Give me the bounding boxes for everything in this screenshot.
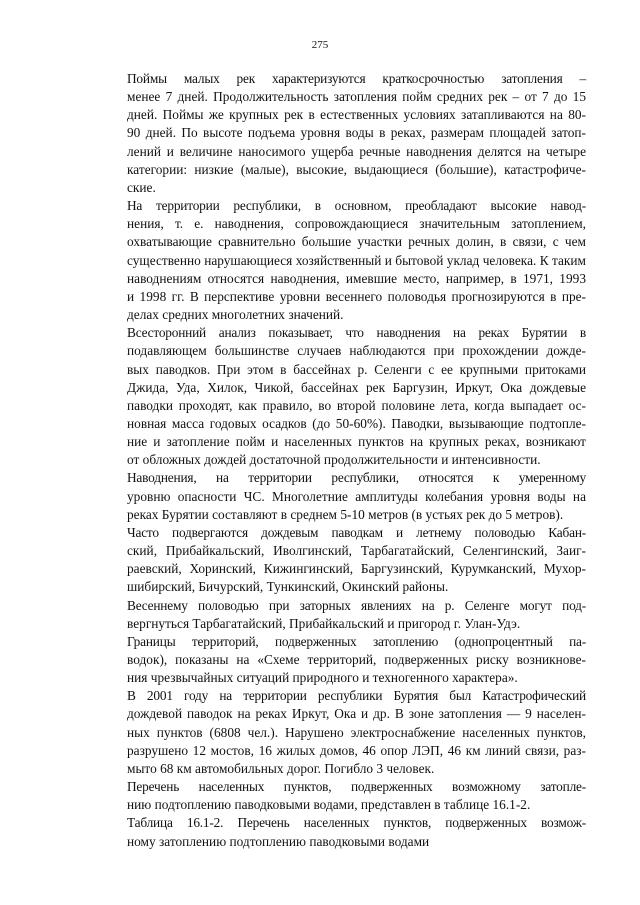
text-line: делах средних многолетних значений. [127,307,344,323]
text-line: ния чрезвычайных ситуаций природного и техногенного характера». [127,670,518,686]
paragraph [90,70,586,197]
text-line: реках Бурятии составляют в среднем 5-10 метров (в устьях рек до 5 метров). [127,506,564,522]
text-line: ский, Прибайкальский, Иволгинский, Тарбагатайский, Селенгинский, Заиг- [127,543,586,559]
paragraph [90,687,586,778]
text-line: вергнуться Тарбагатайский, Прибайкальский и пригород г. Улан-Удэ. [127,615,521,631]
paragraph [90,633,586,687]
document-body [90,70,586,851]
text-line: паводки проходят, как правило, во второй половине лета, когда выпадает ос- [127,397,586,413]
text-line: раевский, Хоринский, Кижингинский, Баргузинский, Курумканский, Мухор- [127,561,586,577]
text-line: нию подтоплению паводковыми водами, представлен в таблице 16.1-2. [127,797,531,813]
text-line: разрушено 12 мостов, 16 жилых домов, 46 опор ЛЭП, 46 км линий связи, раз- [127,742,586,758]
text-line: подавляющем большинстве случаев наблюдаются при прохождении дожде- [127,343,586,359]
page-number: 275 [311,39,329,51]
paragraph [90,597,586,633]
text-line: новная масса годовых осадков (до 50-60%). Паводки, вызывающие подтопле- [127,415,586,431]
text-line: от обложных дождей достаточной продолжительности и интенсивности. [127,452,541,468]
text-line: Перечень населенных пунктов, подверженных возможному затопле- [127,779,586,795]
paragraph [90,324,586,469]
text-line: ному затоплению подтоплению паводковыми водами [127,833,430,849]
text-line: водок), показаны на «Схеме территорий, подверженных риску возникнове- [127,652,586,667]
text-line: Таблица 16.1-2. Перечень населенных пунктов, подверженных возмож- [127,815,586,831]
text-line: нения, т. е. наводнения, сопровождающиеся значительным затоплением, [127,216,586,232]
text-line: мыто 68 км автомобильных дорог. Погибло 3 человек. [127,760,435,776]
paragraph [90,778,586,814]
paragraph [90,197,586,324]
text-line: Джида, Уда, Хилок, Чикой, бассейнах рек Баргузин, Иркут, Ока дождевые [127,379,586,395]
text-line: лений и величине наносимого ущерба речные наводнения делятся на четыре [127,143,586,159]
text-line: Поймы малых рек характеризуются краткосрочностью затопления – [127,71,586,86]
text-line: охватывающие сравнительно большие участки речных долин, в связи, с чем [127,234,586,250]
text-line: Весеннему половодью при заторных явлениях на р. Селенге могут под- [127,597,586,613]
paragraph [90,524,586,597]
text-line: шибирский, Бичурский, Тункинский, Окинский районы. [127,579,449,595]
text-line: В 2001 году на территории республики Бурятия был Катастрофический [127,688,586,704]
text-line: вых паводков. При этом в бассейнах р. Селенги с ее крупными притоками [127,361,586,377]
text-line: и 1998 гг. В перспективе уровни весеннего половодья прогнозируются в пре- [127,288,586,304]
table-caption [90,814,586,850]
text-line: 90 дней. По высоте подъема уровня воды в реках, размерам площадей затоп- [127,125,586,141]
paragraph [90,469,586,523]
text-line: ские. [127,179,156,195]
text-line: На территории республики, в основном, преобладают высокие навод- [127,198,586,214]
text-line: ние и затопление пойм и населенных пунктов на крупных реках, возникают [127,434,586,450]
text-line: категории: низкие (малые), высокие, выдающиеся (большие), катастрофиче- [127,161,586,177]
text-line: Часто подвергаются дождевым паводкам и летнему половодью Кабан- [127,524,586,540]
text-line: Всесторонний анализ показывает, что наводнения на реках Бурятии в [127,325,586,341]
text-line: ных пунктов (6808 чел.). Нарушено электроснабжение населенных пунктов, [127,724,586,740]
text-line: дней. Поймы же крупных рек в естественных условиях затапливаются на 80- [127,107,586,123]
text-line: дождевой паводок на реках Иркут, Ока и др. В зоне затопления — 9 населен- [127,706,586,722]
text-line: Наводнения, на территории республики, относятся к умеренному [127,470,586,486]
text-line: Границы территорий, подверженных затоплению (однопроцентный па- [127,633,586,649]
text-line: уровню опасности ЧС. Многолетние амплитуды колебания уровня воды на [127,488,586,504]
text-line: существенно нарушающиеся хозяйственный и бытовой уклад человека. К таким [127,252,586,268]
text-line: наводнениям относятся наводнения, имевшие место, например, в 1971, 1993 [127,270,586,286]
text-line: менее 7 дней. Продолжительность затопления пойм средних рек – от 7 до 15 [127,89,586,105]
